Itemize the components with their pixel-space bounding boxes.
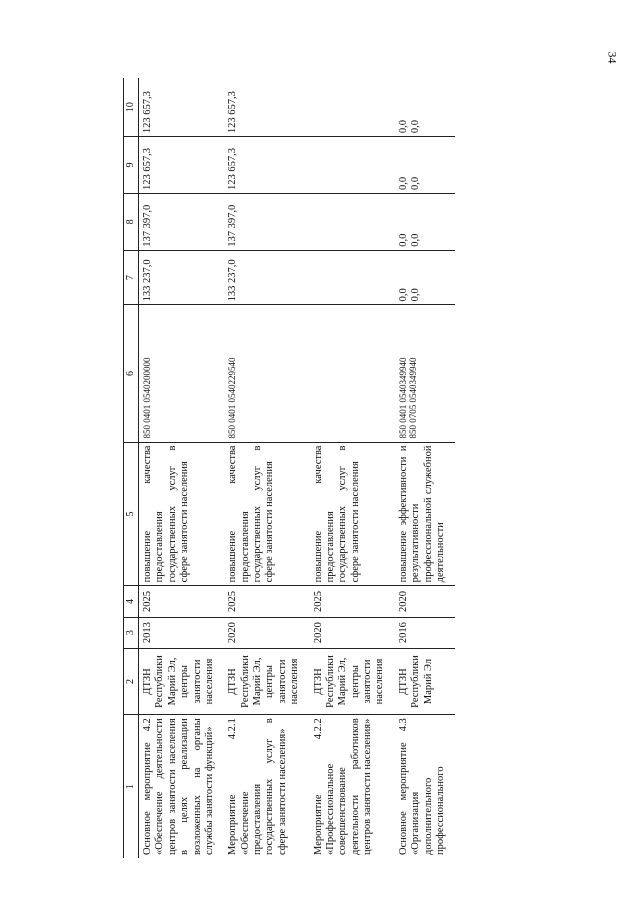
value-col-9: 123 657,3 (224, 137, 309, 194)
col-header-1: 1 (124, 715, 139, 858)
col-header-2: 2 (124, 648, 139, 715)
column-number-row (124, 78, 139, 858)
executor: ДТЗН Республики Марий Эл, центры занятости населения (224, 648, 309, 715)
value-col-10 (310, 78, 395, 137)
measure-name: Мероприятие 4.2.1 «Обеспечение предоставления государственных услуг в сфере занятости населения» (227, 718, 288, 855)
table-row (224, 78, 309, 858)
executor: ДТЗН Республики Марий Эл (395, 648, 456, 715)
value-col-10: 0,0 0,0 (395, 78, 456, 137)
end-year: 2025 (139, 586, 225, 617)
value-col-7 (310, 250, 395, 305)
value-col-10: 123 657,3 (139, 78, 225, 137)
expected-result: повышение качества предоставления государственных услуг в сфере занятости населения (310, 442, 395, 586)
value-col-9: 123 657,3 (139, 137, 225, 194)
value-col-8: 137 397,0 (139, 193, 225, 250)
value-col-10: 123 657,3 (224, 78, 309, 137)
executor: ДТЗН Республики Марий Эл, центры занятости населения (139, 648, 225, 715)
expected-result: повышение качества предоставления государственных услуг в сфере занятости населения (224, 442, 309, 586)
measure-name: Основное мероприятие 4.3 «Организация дополнительного профессионального (397, 718, 446, 855)
budget-code (310, 305, 395, 442)
table-row (395, 78, 456, 858)
value-col-7: 133 237,0 (224, 250, 309, 305)
budget-code: 850 0401 0540229540 (224, 305, 309, 442)
table-row (310, 78, 395, 858)
col-header-6: 6 (124, 305, 139, 442)
start-year: 2020 (310, 617, 395, 648)
col-header-10: 10 (124, 78, 139, 137)
rotated-table-container (123, 78, 593, 858)
col-header-4: 4 (124, 586, 139, 617)
value-col-9 (310, 137, 395, 194)
expected-result: повышение качества предоставления государственных услуг в сфере занятости населения (139, 442, 225, 586)
col-header-9: 9 (124, 137, 139, 194)
value-col-8 (310, 193, 395, 250)
program-table (123, 78, 455, 858)
end-year: 2020 (395, 586, 456, 617)
budget-code: 850 0401 0540349940 850 0705 0540349940 (395, 305, 456, 442)
end-year: 2025 (310, 586, 395, 617)
page-number: 34 (605, 51, 620, 64)
value-col-8: 137 397,0 (224, 193, 309, 250)
table-row (139, 78, 225, 858)
col-header-5: 5 (124, 442, 139, 586)
measure-name: Мероприятие 4.2.2 «Профессиональное совершенствование деятельности работников центров занятости населения» (312, 718, 373, 855)
col-header-3: 3 (124, 617, 139, 648)
value-col-9: 0,0 0,0 (395, 137, 456, 194)
executor: ДТЗН Республики Марий Эл, центры занятости населения (310, 648, 395, 715)
value-col-8: 0,0 0,0 (395, 193, 456, 250)
value-col-7: 133 237,0 (139, 250, 225, 305)
start-year: 2013 (139, 617, 225, 648)
measure-name: Основное мероприятие 4.2 «Обеспечение деятельности центров занятости населения в целях реализации возложенных на органы службы занятости функций» (142, 718, 215, 855)
start-year: 2020 (224, 617, 309, 648)
col-header-7: 7 (124, 250, 139, 305)
value-col-7: 0,0 0,0 (395, 250, 456, 305)
end-year: 2025 (224, 586, 309, 617)
budget-code: 850 0401 0540200000 (139, 305, 225, 442)
col-header-8: 8 (124, 193, 139, 250)
expected-result: повышение эффективности и результативности профессиональной служебной деятельности (395, 442, 456, 586)
start-year: 2016 (395, 617, 456, 648)
